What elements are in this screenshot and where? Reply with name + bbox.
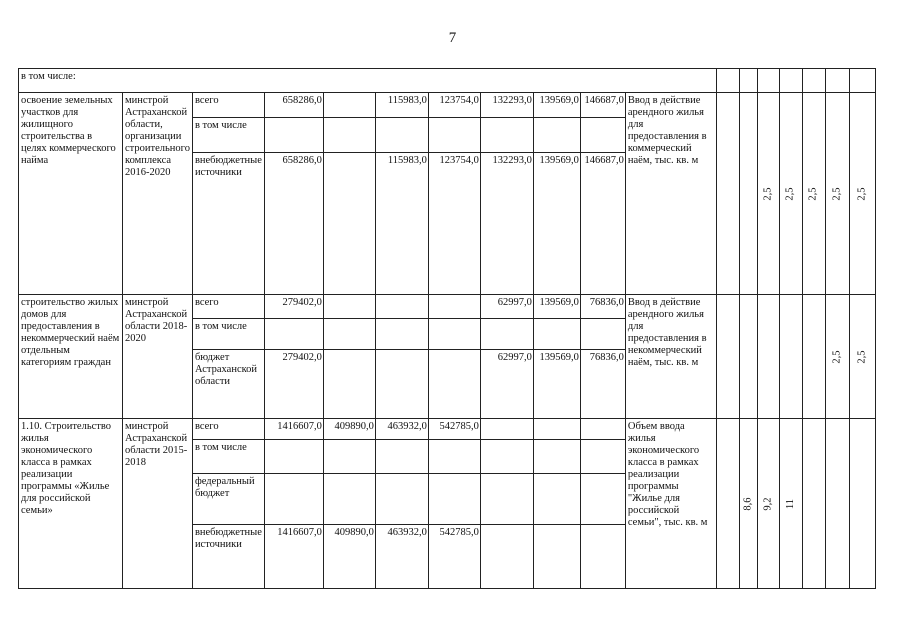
value-2016 xyxy=(375,295,428,319)
source-label: внебюджетные источники xyxy=(192,525,264,589)
value-2018 xyxy=(480,474,533,525)
table-row xyxy=(19,419,876,440)
source-label: всего xyxy=(192,93,264,118)
value-2020 xyxy=(580,118,625,153)
value-2020: 146687,0 xyxy=(580,153,625,295)
indicator-value: 2,5 xyxy=(849,93,875,295)
value-2020 xyxy=(580,440,625,474)
value-total xyxy=(264,440,323,474)
executor: минстрой Астраханской области 2015-2018 xyxy=(123,419,193,589)
value-2017 xyxy=(428,440,480,474)
source-label: внебюджетные источники xyxy=(192,153,264,295)
value-2015 xyxy=(323,474,375,525)
value-2019 xyxy=(533,440,580,474)
value-2016 xyxy=(375,440,428,474)
value-2017 xyxy=(428,474,480,525)
value-2017 xyxy=(428,350,480,419)
indicator-value: 2,5 xyxy=(825,295,849,419)
value-2018 xyxy=(480,319,533,350)
page-number: 7 xyxy=(448,30,457,46)
value-2016: 463932,0 xyxy=(375,419,428,440)
indicator-value xyxy=(716,295,739,419)
value-2019: 139569,0 xyxy=(533,153,580,295)
source-label: в том числе xyxy=(192,118,264,153)
source-label: всего xyxy=(192,419,264,440)
value-2016: 463932,0 xyxy=(375,525,428,589)
value-total xyxy=(264,118,323,153)
value-2017 xyxy=(428,295,480,319)
indicator-value xyxy=(825,419,849,589)
value-2020 xyxy=(580,525,625,589)
value-2016 xyxy=(375,350,428,419)
value-total: 279402,0 xyxy=(264,350,323,419)
value-2019 xyxy=(533,319,580,350)
result-indicator: Объем ввода жилья экономического класса в рамках реализации программы "Жилье для российской семьи", тыс. кв. м xyxy=(625,419,716,589)
result-indicator: Ввод в действие арендного жилья для предоставления в некоммерческий наём, тыс. кв. м xyxy=(625,295,716,419)
value-total xyxy=(264,474,323,525)
measure-title: строительство жилых домов для предоставления в некоммерческий наём отдельным категориям граждан xyxy=(19,295,123,419)
result-indicator: Ввод в действие арендного жилья для предоставления в коммерческий наём, тыс. кв. м xyxy=(625,93,716,295)
value-2019: 139569,0 xyxy=(533,295,580,319)
measure-title: 1.10. Строительство жилья экономического класса в рамках реализации программы «Жилье для российской семьи» xyxy=(19,419,123,589)
value-2016 xyxy=(375,474,428,525)
value-2016 xyxy=(375,319,428,350)
indicator-value: 2,5 xyxy=(757,93,779,295)
value-total: 658286,0 xyxy=(264,93,323,118)
value-2017: 123754,0 xyxy=(428,93,480,118)
indicator-value: 2,5 xyxy=(802,93,825,295)
table-row xyxy=(19,295,876,319)
indicator-value xyxy=(849,419,875,589)
indicator-value xyxy=(802,419,825,589)
value-total: 279402,0 xyxy=(264,295,323,319)
value-2018: 132293,0 xyxy=(480,93,533,118)
value-2015 xyxy=(323,350,375,419)
measure-title: освоение земельных участков для жилищного строительства в целях коммерческого найма xyxy=(19,93,123,295)
value-2015 xyxy=(323,319,375,350)
value-2018 xyxy=(480,440,533,474)
indicator-value: 2,5 xyxy=(825,93,849,295)
value-2015: 409890,0 xyxy=(323,525,375,589)
value-2015 xyxy=(323,440,375,474)
value-2015 xyxy=(323,93,375,118)
indicator-value xyxy=(802,295,825,419)
value-2017: 542785,0 xyxy=(428,419,480,440)
executor: минстрой Астраханской области 2018-2020 xyxy=(123,295,193,419)
indicator-value xyxy=(716,93,739,295)
source-label: в том числе xyxy=(192,440,264,474)
value-2018: 62997,0 xyxy=(480,295,533,319)
value-2019: 139569,0 xyxy=(533,350,580,419)
value-2020 xyxy=(580,319,625,350)
value-total xyxy=(264,319,323,350)
value-2018: 132293,0 xyxy=(480,153,533,295)
value-2020: 76836,0 xyxy=(580,350,625,419)
executor: минстрой Астраханской области, организации строительного комплекса 2016-2020 xyxy=(123,93,193,295)
value-2016: 115983,0 xyxy=(375,153,428,295)
value-2020: 146687,0 xyxy=(580,93,625,118)
indicator-value xyxy=(739,295,757,419)
value-2020 xyxy=(580,474,625,525)
source-label: в том числе xyxy=(192,319,264,350)
program-table xyxy=(18,68,876,589)
value-2015 xyxy=(323,295,375,319)
value-2019 xyxy=(533,474,580,525)
indicator-value xyxy=(716,419,739,589)
value-2018 xyxy=(480,419,533,440)
intro-label: в том числе: xyxy=(19,69,717,93)
value-2020: 76836,0 xyxy=(580,295,625,319)
indicator-value xyxy=(779,295,802,419)
indicator-value xyxy=(739,93,757,295)
indicator-value: 2,5 xyxy=(849,295,875,419)
value-2018 xyxy=(480,525,533,589)
value-2019 xyxy=(533,118,580,153)
value-2019: 139569,0 xyxy=(533,93,580,118)
value-2017 xyxy=(428,319,480,350)
source-label: бюджет Астраханской области xyxy=(192,350,264,419)
indicator-value xyxy=(757,295,779,419)
value-total: 1416607,0 xyxy=(264,419,323,440)
indicator-value: 9,2 xyxy=(757,419,779,589)
value-2017: 542785,0 xyxy=(428,525,480,589)
value-2018 xyxy=(480,118,533,153)
indicator-value: 8,6 xyxy=(739,419,757,589)
value-2016 xyxy=(375,118,428,153)
intro-row xyxy=(19,69,876,93)
source-label: федеральный бюджет xyxy=(192,474,264,525)
value-total: 658286,0 xyxy=(264,153,323,295)
indicator-value: 2,5 xyxy=(779,93,802,295)
indicator-value: 11 xyxy=(779,419,802,589)
value-2019 xyxy=(533,525,580,589)
value-total: 1416607,0 xyxy=(264,525,323,589)
value-2015 xyxy=(323,153,375,295)
value-2019 xyxy=(533,419,580,440)
value-2017: 123754,0 xyxy=(428,153,480,295)
value-2018: 62997,0 xyxy=(480,350,533,419)
value-2020 xyxy=(580,419,625,440)
value-2016: 115983,0 xyxy=(375,93,428,118)
value-2015: 409890,0 xyxy=(323,419,375,440)
value-2017 xyxy=(428,118,480,153)
table-row xyxy=(19,93,876,118)
source-label: всего xyxy=(192,295,264,319)
value-2015 xyxy=(323,118,375,153)
